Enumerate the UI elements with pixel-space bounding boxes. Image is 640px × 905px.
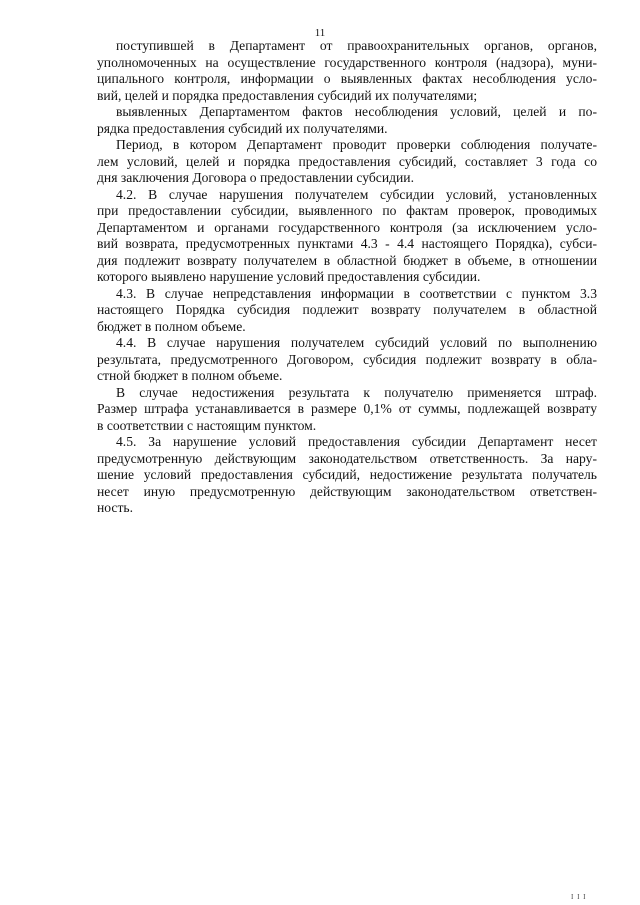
document-body xyxy=(97,38,597,517)
text-line: Размер штрафа устанавливается в размере 0,1% от суммы, подлежащей возврату xyxy=(97,401,597,416)
text-line: 4.3. В случае непредставления информации в соответствии с пунктом 3.3 xyxy=(116,285,597,301)
text-line: лем условий, целей и порядка предоставления субсидий, составляет 3 года со xyxy=(97,153,597,169)
text-line: поступившей в Департамент от правоохранительных органов, органов, xyxy=(116,38,597,53)
text-line: результата, предусмотренного Договором, субсидия подлежит возврату в обла- xyxy=(97,351,597,367)
text-line: вий возврата, предусмотренных пунктами 4.3 - 4.4 настоящего Порядка), субси- xyxy=(97,236,597,251)
text-line: 4.4. В случае нарушения получателем субсидий условий по выполнению xyxy=(116,335,597,350)
text-line: 4.5. За нарушение условий предоставления субсидии Департамент несет xyxy=(116,434,597,449)
text-line: дня заключения Договора о предоставлении субсидии. xyxy=(97,170,414,185)
text-line: выявленных Департаментом фактов несоблюдения условий, целей и по- xyxy=(116,104,597,119)
text-line: уполномоченных на осуществление государственного контроля (надзора), муни- xyxy=(97,54,597,70)
text-line: В случае недостижения результата к получателю применяется штраф. xyxy=(116,384,597,400)
text-line: ность. xyxy=(97,500,133,515)
text-line: предусмотренную действующим законодательством ответственность. За нару- xyxy=(97,450,597,466)
text-line: в соответствии с настоящим пунктом. xyxy=(97,417,317,433)
text-line: Период, в котором Департамент проводит проверки соблюдения получате- xyxy=(116,137,597,152)
page-number: 11 xyxy=(314,27,326,39)
text-line: 4.2. В случае нарушения получателем субсидии условий, установленных xyxy=(116,186,597,202)
text-line: стной бюджет в полном объеме. xyxy=(97,368,283,383)
text-line: шение условий предоставления субсидий, недостижение результата получатель xyxy=(97,467,597,482)
text-line: рядка предоставления субсидий их получателями. xyxy=(97,120,388,136)
text-line: вий, целей и порядка предоставления субсидий их получателями; xyxy=(97,87,478,103)
footer-mark: I I I xyxy=(571,893,587,901)
text-line: ципального контроля, информации о выявленных фактах несоблюдения усло- xyxy=(97,71,597,86)
text-line: бюджет в полном объеме. xyxy=(97,318,246,334)
text-line: при предоставлении субсидии, выявленного по фактам проверок, проводимых xyxy=(97,203,597,218)
text-line: которого выявлено нарушение условий предоставления субсидии. xyxy=(97,269,481,284)
text-line: настоящего Порядка субсидия подлежит возврату получателем в областной xyxy=(97,302,597,317)
text-line: Департаментом и органами государственного контроля (за исключением усло- xyxy=(97,219,597,235)
text-line: дия подлежит возврату получателем в областной бюджет в объеме, в отношении xyxy=(97,252,597,268)
text-line: несет иную предусмотренную действующим законодательством ответствен- xyxy=(97,483,597,499)
